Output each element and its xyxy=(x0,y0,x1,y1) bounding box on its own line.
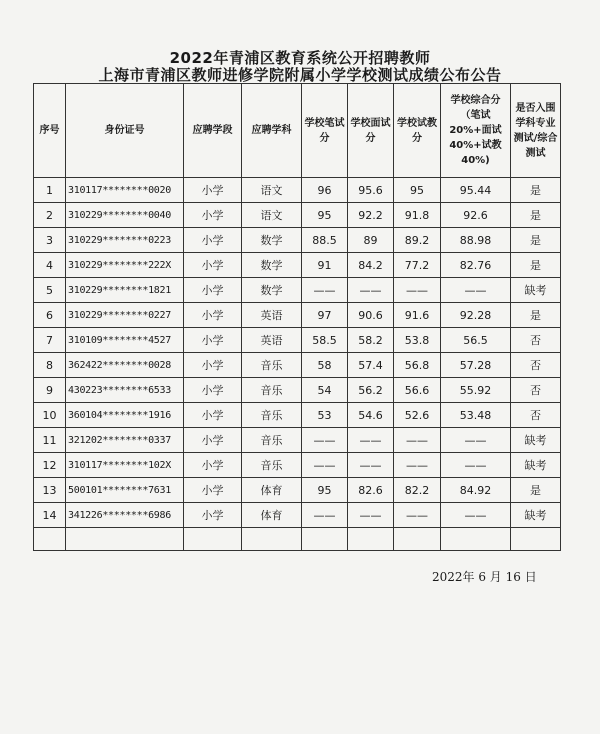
cell-teaching: 91.6 xyxy=(394,303,441,328)
cell-seq: 3 xyxy=(34,228,66,253)
table-row xyxy=(34,353,561,378)
cell-seq: 6 xyxy=(34,303,66,328)
table-row xyxy=(34,253,561,278)
empty-cell xyxy=(302,528,348,551)
header-teaching: 学校试教分 xyxy=(394,84,441,178)
header-stage: 应聘学段 xyxy=(184,84,242,178)
table-header-row xyxy=(34,84,561,178)
cell-teaching: 52.6 xyxy=(394,403,441,428)
cell-composite: 82.76 xyxy=(441,253,511,278)
cell-interview: —— xyxy=(348,503,394,528)
cell-composite: —— xyxy=(441,428,511,453)
cell-shortlisted: 缺考 xyxy=(511,428,561,453)
cell-written: 58.5 xyxy=(302,328,348,353)
table-row xyxy=(34,503,561,528)
cell-interview: 95.6 xyxy=(348,178,394,203)
cell-stage: 小学 xyxy=(184,278,242,303)
cell-stage: 小学 xyxy=(184,303,242,328)
header-subject: 应聘学科 xyxy=(242,84,302,178)
cell-seq: 7 xyxy=(34,328,66,353)
cell-stage: 小学 xyxy=(184,503,242,528)
cell-subject: 英语 xyxy=(242,303,302,328)
cell-teaching: 82.2 xyxy=(394,478,441,503)
cell-interview: 89 xyxy=(348,228,394,253)
date: 2022年 6 月 16 日 xyxy=(432,570,537,584)
cell-shortlisted: 是 xyxy=(511,228,561,253)
table-row xyxy=(34,403,561,428)
cell-id: 310229********0040 xyxy=(66,203,184,228)
cell-teaching: 77.2 xyxy=(394,253,441,278)
cell-written: 58 xyxy=(302,353,348,378)
cell-subject: 数学 xyxy=(242,278,302,303)
cell-written: 95 xyxy=(302,203,348,228)
empty-cell xyxy=(184,528,242,551)
cell-id: 310109********4527 xyxy=(66,328,184,353)
cell-written: —— xyxy=(302,428,348,453)
cell-id: 310117********102X xyxy=(66,453,184,478)
cell-written: 88.5 xyxy=(302,228,348,253)
cell-seq: 13 xyxy=(34,478,66,503)
cell-composite: —— xyxy=(441,503,511,528)
cell-written: 53 xyxy=(302,403,348,428)
cell-written: 97 xyxy=(302,303,348,328)
cell-teaching: —— xyxy=(394,503,441,528)
cell-seq: 11 xyxy=(34,428,66,453)
cell-seq: 14 xyxy=(34,503,66,528)
cell-subject: 体育 xyxy=(242,478,302,503)
cell-teaching: —— xyxy=(394,428,441,453)
cell-stage: 小学 xyxy=(184,328,242,353)
cell-seq: 4 xyxy=(34,253,66,278)
cell-subject: 音乐 xyxy=(242,353,302,378)
cell-id: 310229********1821 xyxy=(66,278,184,303)
cell-composite: 56.5 xyxy=(441,328,511,353)
cell-stage: 小学 xyxy=(184,203,242,228)
cell-teaching: 56.6 xyxy=(394,378,441,403)
cell-shortlisted: 否 xyxy=(511,353,561,378)
cell-written: 95 xyxy=(302,478,348,503)
cell-id: 500101********7631 xyxy=(66,478,184,503)
cell-id: 310229********222X xyxy=(66,253,184,278)
cell-seq: 8 xyxy=(34,353,66,378)
table-row xyxy=(34,453,561,478)
table-row xyxy=(34,203,561,228)
cell-teaching: —— xyxy=(394,278,441,303)
cell-stage: 小学 xyxy=(184,453,242,478)
cell-shortlisted: 是 xyxy=(511,203,561,228)
header-written: 学校笔试分 xyxy=(302,84,348,178)
cell-id: 310229********0223 xyxy=(66,228,184,253)
header-seq: 序号 xyxy=(34,84,66,178)
cell-shortlisted: 是 xyxy=(511,253,561,278)
cell-composite: 57.28 xyxy=(441,353,511,378)
cell-shortlisted: 否 xyxy=(511,328,561,353)
empty-cell xyxy=(394,528,441,551)
cell-interview: —— xyxy=(348,453,394,478)
empty-cell xyxy=(511,528,561,551)
table-row xyxy=(34,478,561,503)
cell-subject: 数学 xyxy=(242,228,302,253)
cell-shortlisted: 缺考 xyxy=(511,503,561,528)
table-row xyxy=(34,328,561,353)
cell-shortlisted: 缺考 xyxy=(511,278,561,303)
cell-written: —— xyxy=(302,453,348,478)
cell-id: 321202********0337 xyxy=(66,428,184,453)
cell-id: 310117********0020 xyxy=(66,178,184,203)
cell-interview: 90.6 xyxy=(348,303,394,328)
cell-composite: 84.92 xyxy=(441,478,511,503)
cell-shortlisted: 是 xyxy=(511,178,561,203)
cell-shortlisted: 是 xyxy=(511,303,561,328)
cell-shortlisted: 否 xyxy=(511,378,561,403)
cell-id: 360104********1916 xyxy=(66,403,184,428)
cell-written: —— xyxy=(302,503,348,528)
cell-stage: 小学 xyxy=(184,428,242,453)
table-row xyxy=(34,228,561,253)
table-row xyxy=(34,178,561,203)
cell-composite: —— xyxy=(441,278,511,303)
cell-written: 91 xyxy=(302,253,348,278)
cell-composite: 53.48 xyxy=(441,403,511,428)
cell-composite: 55.92 xyxy=(441,378,511,403)
cell-subject: 音乐 xyxy=(242,403,302,428)
empty-row xyxy=(34,528,561,551)
cell-seq: 10 xyxy=(34,403,66,428)
cell-seq: 9 xyxy=(34,378,66,403)
table-row xyxy=(34,378,561,403)
cell-composite: —— xyxy=(441,453,511,478)
cell-seq: 1 xyxy=(34,178,66,203)
cell-seq: 2 xyxy=(34,203,66,228)
cell-stage: 小学 xyxy=(184,403,242,428)
cell-interview: 54.6 xyxy=(348,403,394,428)
cell-written: —— xyxy=(302,278,348,303)
table-row xyxy=(34,303,561,328)
cell-written: 54 xyxy=(302,378,348,403)
cell-stage: 小学 xyxy=(184,178,242,203)
cell-subject: 数学 xyxy=(242,253,302,278)
cell-subject: 音乐 xyxy=(242,378,302,403)
cell-interview: 58.2 xyxy=(348,328,394,353)
cell-stage: 小学 xyxy=(184,353,242,378)
cell-composite: 92.28 xyxy=(441,303,511,328)
table-row xyxy=(34,278,561,303)
cell-id: 310229********0227 xyxy=(66,303,184,328)
cell-subject: 音乐 xyxy=(242,453,302,478)
cell-seq: 12 xyxy=(34,453,66,478)
cell-composite: 92.6 xyxy=(441,203,511,228)
cell-composite: 95.44 xyxy=(441,178,511,203)
cell-shortlisted: 是 xyxy=(511,478,561,503)
cell-teaching: —— xyxy=(394,453,441,478)
header-composite: 学校综合分（笔试20%+面试40%+试教40%) xyxy=(441,84,511,178)
cell-subject: 体育 xyxy=(242,503,302,528)
cell-written: 96 xyxy=(302,178,348,203)
empty-cell xyxy=(348,528,394,551)
cell-id: 341226********6986 xyxy=(66,503,184,528)
empty-cell xyxy=(242,528,302,551)
header-interview: 学校面试分 xyxy=(348,84,394,178)
cell-interview: —— xyxy=(348,428,394,453)
cell-subject: 音乐 xyxy=(242,428,302,453)
cell-interview: 57.4 xyxy=(348,353,394,378)
header-shortlisted: 是否入围学科专业测试/综合测试 xyxy=(511,84,561,178)
cell-teaching: 89.2 xyxy=(394,228,441,253)
empty-cell xyxy=(66,528,184,551)
cell-interview: 82.6 xyxy=(348,478,394,503)
header-id: 身份证号 xyxy=(66,84,184,178)
cell-seq: 5 xyxy=(34,278,66,303)
cell-teaching: 56.8 xyxy=(394,353,441,378)
cell-id: 362422********0028 xyxy=(66,353,184,378)
empty-cell xyxy=(441,528,511,551)
cell-subject: 语文 xyxy=(242,178,302,203)
cell-subject: 英语 xyxy=(242,328,302,353)
cell-stage: 小学 xyxy=(184,253,242,278)
cell-subject: 语文 xyxy=(242,203,302,228)
cell-interview: 92.2 xyxy=(348,203,394,228)
cell-interview: 84.2 xyxy=(348,253,394,278)
page-subtitle: 上海市青浦区教师进修学院附属小学学校测试成绩公布公告 xyxy=(98,66,502,84)
page-title: 2022年青浦区教育系统公开招聘教师 xyxy=(169,49,431,67)
table-row xyxy=(34,428,561,453)
cell-composite: 88.98 xyxy=(441,228,511,253)
empty-cell xyxy=(34,528,66,551)
cell-interview: —— xyxy=(348,278,394,303)
cell-interview: 56.2 xyxy=(348,378,394,403)
cell-teaching: 95 xyxy=(394,178,441,203)
results-table xyxy=(33,83,561,551)
cell-teaching: 91.8 xyxy=(394,203,441,228)
cell-stage: 小学 xyxy=(184,378,242,403)
cell-shortlisted: 缺考 xyxy=(511,453,561,478)
cell-shortlisted: 否 xyxy=(511,403,561,428)
cell-id: 430223********6533 xyxy=(66,378,184,403)
cell-teaching: 53.8 xyxy=(394,328,441,353)
cell-stage: 小学 xyxy=(184,228,242,253)
cell-stage: 小学 xyxy=(184,478,242,503)
